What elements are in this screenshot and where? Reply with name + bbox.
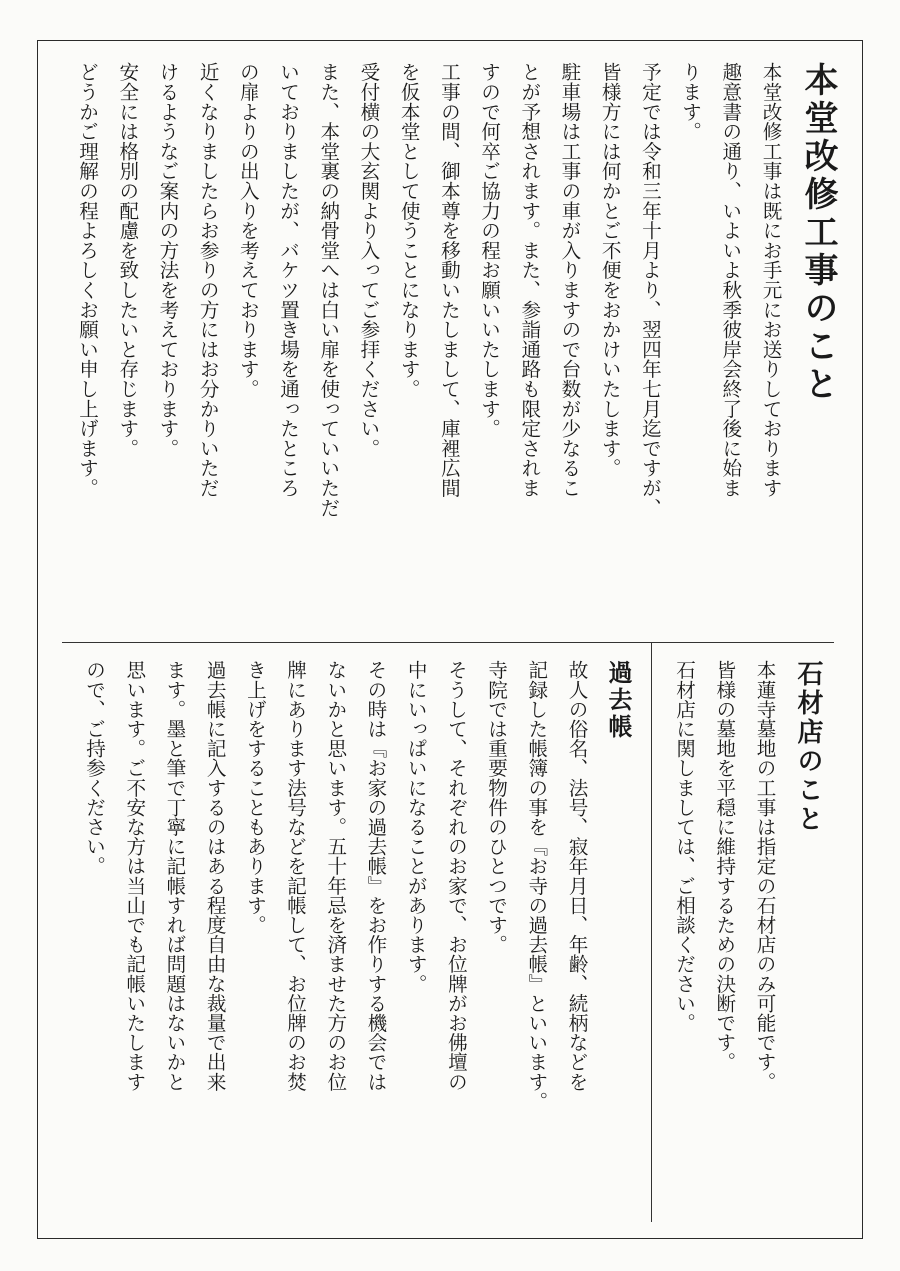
kakocho-line: ないかと思います。五十年忌を済ませた方のお位 [323, 660, 347, 1092]
renovation-title: 本堂改修工事のこと [798, 62, 838, 404]
kakocho-line: ます。墨と筆で丁寧に記帳すれば問題はないかと [162, 660, 186, 1092]
horizontal-divider [62, 642, 834, 643]
kakocho-line: 思います。ご不安な方は当山でも記帳いたします [122, 660, 146, 1092]
kakocho-line: 寺院では重要物件のひとつです。 [484, 660, 508, 954]
stonemason-line: 本蓮寺墓地の工事は指定の石材店のみ可能です。 [753, 660, 776, 1092]
kakocho-line: その時は『お家の過去帳』をお作りする機会では [363, 660, 387, 1092]
kakocho-line: き上げをすることもあります。 [243, 660, 267, 935]
stonemason-line: 石材店に関しましては、ご相談ください。 [672, 660, 696, 1033]
renovation-line: いておりましたが、バケツ置き場を通ったところ [276, 62, 300, 498]
kakocho-line: 牌にあります法号などを記帳して、お位牌のお焚 [283, 660, 307, 1092]
renovation-line: 予定では令和三年十月より、翌四年七月迄ですが、 [638, 62, 662, 518]
renovation-line: とが予想されます。また、参詣通路も限定されま [517, 62, 541, 498]
vertical-divider [651, 642, 652, 1222]
renovation-line: また、本堂裏の納骨堂へは白い扉を使っていいただ [316, 62, 340, 518]
renovation-line: けるようなご案内の方法を考えております。 [155, 62, 179, 458]
renovation-line: 趣意書の通り、いよいよ秋季彼岸会終了後に始ま [718, 62, 742, 498]
renovation-line: ります。 [678, 62, 702, 142]
stonemason-line: 皆様の墓地を平穏に維持するための決断です。 [712, 660, 736, 1072]
kakocho-section [60, 660, 640, 1220]
kakocho-line: 中にいっぱいになることがあります。 [404, 660, 428, 994]
renovation-line: 駐車場は工事の車が入りますので台数が少なるこ [557, 62, 581, 498]
renovation-line: 本堂改修工事は既にお手元にお送りしております [759, 62, 782, 498]
stonemason-section [660, 660, 832, 1220]
renovation-line: どうかご理解の程よろしくお願い申し上げます。 [75, 62, 99, 498]
kakocho-line: 故人の俗名、法号、寂年月日、年齢、続柄などを [565, 660, 588, 1092]
renovation-line: 皆様方には何かとご不便をおかけいたします。 [598, 62, 622, 478]
renovation-line: を仮本堂として使うことになります。 [397, 62, 421, 399]
renovation-line: 安全には格別の配慮を致したいと存じます。 [115, 62, 139, 458]
kakocho-line: そうして、それぞれのお家で、お位牌がお佛壇の [444, 660, 468, 1092]
renovation-line: すので何卒ご協力の程お願いいたします。 [477, 62, 501, 439]
renovation-section [60, 62, 846, 632]
renovation-line: の扉よりの出入りを考えております。 [236, 62, 260, 399]
kakocho-line: 過去帳に記入するのはある程度自由な裁量で出来 [203, 660, 227, 1092]
kakocho-line: ので、ご持参ください。 [82, 660, 106, 876]
renovation-line: 工事の間、御本尊を移動いたしまして、庫裡広間 [437, 62, 461, 498]
renovation-line: 受付横の大玄関より入ってご参拝ください。 [356, 62, 380, 458]
renovation-line: 近くなりましたらお参りの方にはお分かりいただ [196, 62, 220, 498]
kakocho-title: 過去帳 [604, 660, 633, 741]
stonemason-title: 石材店のこと [793, 660, 823, 834]
kakocho-line: 記録した帳簿の事を『お寺の過去帳』といいます。 [524, 660, 548, 1111]
